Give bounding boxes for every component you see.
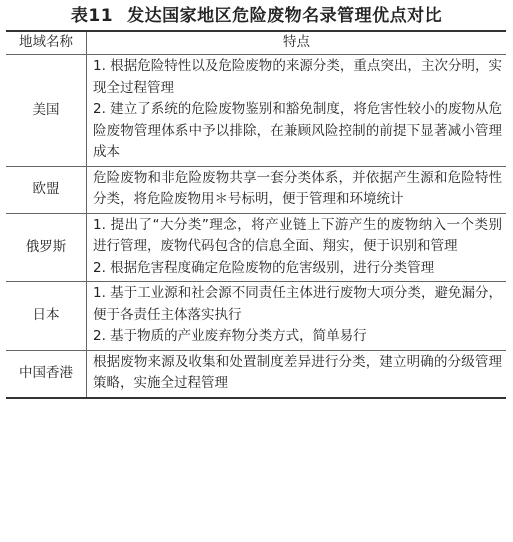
table-row: [6, 166, 506, 213]
feature-cell: [87, 55, 507, 167]
table-row: [6, 213, 506, 282]
feature-point: 1. 根据危险特性以及危险废物的来源分类，重点突出，主次分明，实现全过程管理: [93, 58, 502, 96]
feature-point: 危险废物和非危险废物共享一套分类体系，并依据产生源和危险特性分类，将危险废物用＊号标明，便于管理和环境统计: [93, 169, 502, 207]
header-features: 特点: [87, 31, 507, 55]
feature-point: 1. 提出了“大分类”理念，将产业链上下游产生的废物纳入一个类别进行管理，废物代码包含的信息全面、翔实，便于识别和管理: [93, 216, 502, 254]
table-title: 发达国家地区危险废物名录管理优点对比: [127, 6, 443, 26]
feature-point: 2. 建立了系统的危险废物鉴别和豁免制度，将危害性较小的废物从危险废物管理体系中予以排除，在兼顾风险控制的前提下显著减小管理成本: [93, 101, 502, 160]
feature-cell: [87, 213, 507, 282]
feature-point: 2. 基于物质的产业废弃物分类方式，简单易行: [93, 328, 367, 344]
feature-point: 1. 基于工业源和社会源不同责任主体进行废物大项分类，避免漏分，便于各责任主体落实执行: [93, 285, 502, 323]
feature-cell: [87, 166, 507, 213]
region-cell: 中国香港: [6, 350, 87, 398]
table-caption: [6, 4, 507, 30]
comparison-table: [6, 30, 506, 399]
feature-cell: [87, 282, 507, 351]
feature-point: 2. 根据危害程度确定危险废物的危害级别，进行分类管理: [93, 259, 435, 276]
table-header-row: [6, 31, 506, 55]
region-cell: 俄罗斯: [6, 213, 87, 282]
feature-cell: [87, 350, 507, 398]
region-cell: 欧盟: [6, 166, 87, 213]
table-row: [6, 55, 506, 167]
table-row: [6, 350, 506, 398]
feature-point: 根据废物来源及收集和处置制度差异进行分类，建立明确的分级管理策略，实施全过程管理: [93, 353, 502, 391]
table-number: 表11: [70, 6, 114, 26]
region-cell: 日本: [6, 282, 87, 351]
header-region: 地域名称: [6, 31, 87, 55]
table-row: [6, 282, 506, 351]
region-cell: 美国: [6, 55, 87, 167]
